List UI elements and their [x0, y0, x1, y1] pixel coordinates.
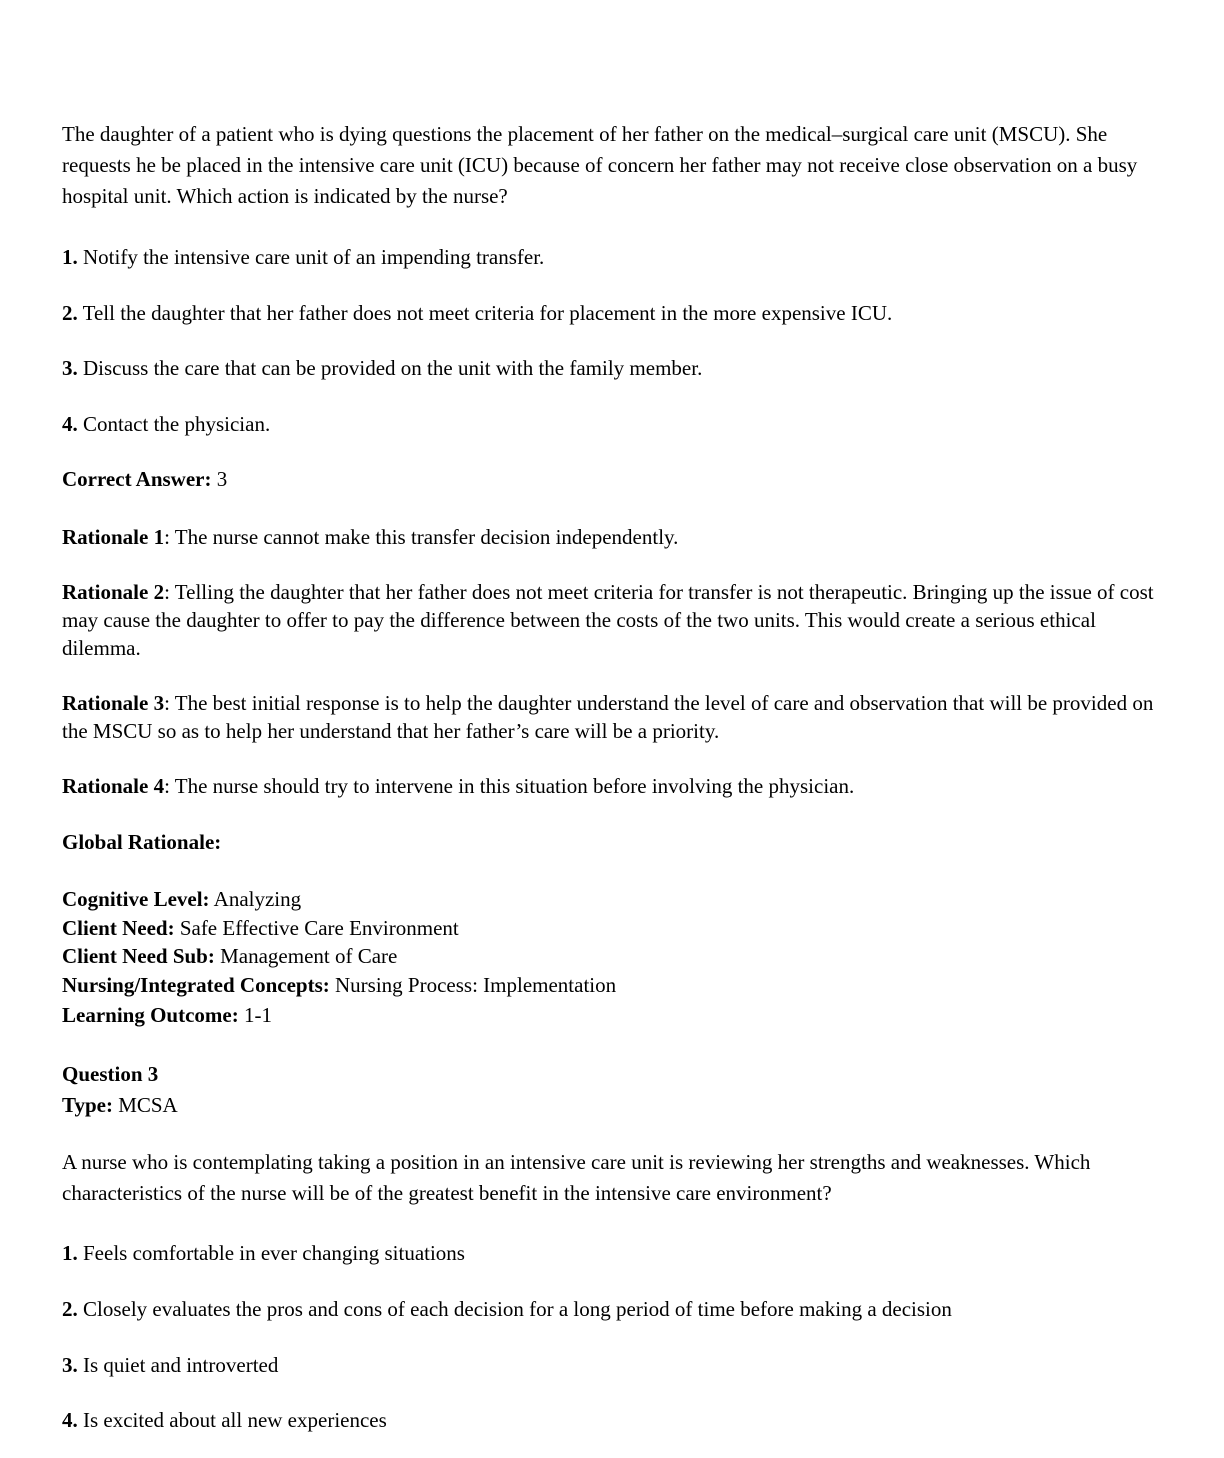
meta-line [62, 914, 1162, 942]
question-type-label: Type: [62, 1093, 113, 1117]
answer-option [62, 299, 1162, 327]
meta-line [62, 885, 1162, 913]
rationale-label: Rationale 2 [62, 580, 165, 604]
answer-option [62, 1406, 1162, 1434]
option-text: Is quiet and introverted [83, 1353, 279, 1377]
question-type [62, 1091, 1162, 1119]
rationale-text: : The best initial response is to help the daughter understand the level of care and observation that will be provided on the MSCU so as to help her understand that her father’s care will be a priority. [62, 691, 1154, 743]
option-text: Tell the daughter that her father does not meet criteria for placement in the more expensive ICU. [82, 301, 893, 325]
meta-value: Analyzing [213, 887, 302, 911]
option-number: 1. [62, 1241, 78, 1265]
meta-label: Cognitive Level: [62, 887, 210, 911]
answer-option [62, 354, 1162, 382]
option-number: 3. [62, 356, 78, 380]
question-stem: A nurse who is contemplating taking a position in an intensive care unit is reviewing her strengths and weaknesses. Which characteristics of the nurse will be of the greatest benefit in the intensive care environment? [62, 1150, 1091, 1205]
meta-label: Client Need Sub: [62, 944, 215, 968]
rationale-text: : The nurse cannot make this transfer decision independently. [164, 525, 679, 549]
rationale-text: : Telling the daughter that her father does not meet criteria for transfer is not therapeutic. Bringing up the issue of cost may cause the daughter to offer to pay the difference between the costs of the two units. This would create a serious ethical dilemma. [62, 580, 1154, 660]
meta-value: 1-1 [243, 1003, 272, 1027]
rationale [62, 689, 1162, 745]
correct-answer [62, 465, 1162, 493]
answer-option [62, 1295, 1162, 1323]
option-text: Feels comfortable in ever changing situations [83, 1241, 465, 1265]
meta-label: Nursing/Integrated Concepts: [62, 973, 330, 997]
option-number: 3. [62, 1353, 78, 1377]
meta-label: Learning Outcome: [62, 1003, 239, 1027]
option-number: 2. [62, 301, 78, 325]
rationale-label: Rationale 4 [62, 774, 165, 798]
meta-label: Client Need: [62, 916, 175, 940]
correct-answer-label: Correct Answer: [62, 467, 212, 491]
option-number: 4. [62, 412, 78, 436]
answer-option [62, 243, 1162, 271]
meta-value: Nursing Process: Implementation [335, 973, 617, 997]
meta-line [62, 942, 1162, 970]
rationale-label: Rationale 3 [62, 691, 165, 715]
correct-answer-value: 3 [216, 467, 228, 491]
global-rationale-label: Global Rationale: [62, 830, 222, 854]
option-number: 1. [62, 245, 78, 269]
meta-line [62, 971, 1162, 999]
option-text: Discuss the care that can be provided on the unit with the family member. [83, 356, 703, 380]
rationale-label: Rationale 1 [62, 525, 165, 549]
question-heading: Question 3 [62, 1062, 159, 1086]
meta-line [62, 1001, 1162, 1029]
rationale-text: : The nurse should try to intervene in this situation before involving the physician. [164, 774, 855, 798]
option-text: Notify the intensive care unit of an impending transfer. [83, 245, 545, 269]
option-number: 2. [62, 1297, 78, 1321]
rationale [62, 523, 1162, 551]
option-text: Closely evaluates the pros and cons of each decision for a long period of time before making a decision [83, 1297, 952, 1321]
option-text: Contact the physician. [83, 412, 271, 436]
meta-value: Safe Effective Care Environment [179, 916, 459, 940]
meta-value: Management of Care [220, 944, 398, 968]
answer-option [62, 410, 1162, 438]
answer-option [62, 1351, 1162, 1379]
question-type-value: MCSA [118, 1093, 178, 1117]
option-number: 4. [62, 1408, 78, 1432]
question-stem: The daughter of a patient who is dying questions the placement of her father on the medical–surgical care unit (MSCU). She requests he be placed in the intensive care unit (ICU) because of concern her father may not receive close observation on a busy hospital unit. Which action is indicated by the nurse? [62, 122, 1138, 208]
rationale [62, 578, 1162, 662]
rationale [62, 772, 1162, 800]
option-text: Is excited about all new experiences [83, 1408, 387, 1432]
answer-option [62, 1239, 1162, 1267]
